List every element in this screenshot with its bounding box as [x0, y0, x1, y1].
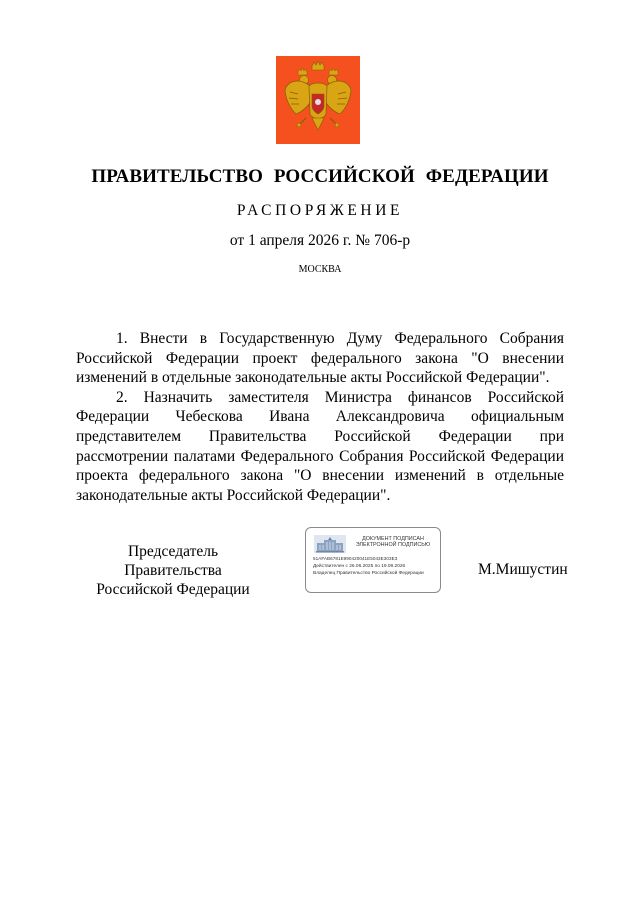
document-type: РАСПОРЯЖЕНИЕ — [236, 202, 404, 219]
coat-of-arms-icon — [276, 56, 360, 144]
document-city: МОСКВА — [298, 264, 342, 275]
document-body — [76, 329, 564, 505]
coat-of-arms-emblem — [276, 56, 360, 144]
stamp-certificate-number: 51AFAB6781E990420041E5043E303E3 — [313, 556, 398, 561]
document-date-number: от 1 апреля 2026 г. № 706-р — [229, 232, 411, 249]
government-title: ПРАВИТЕЛЬСТВО РОССИЙСКОЙ ФЕДЕРАЦИИ — [91, 166, 549, 187]
stamp-heading-line-1: ДОКУМЕНТ ПОДПИСАН — [362, 536, 424, 542]
body-paragraph-2: 2. Назначить заместителя Министра финансов Российской Федерации Чебескова Ивана Александровича официальным представителем Правительства Российской Федерации при рассмотрении палатами Федерального Собрания Российской Федерации проекта федерального закона "О внесении изменений в отдельные законодательные акты Российской Федерации". — [76, 388, 564, 504]
stamp-owner: Владелец Правительство Российской Федерации — [313, 571, 424, 576]
electronic-signature-stamp — [305, 527, 441, 593]
stamp-heading — [348, 536, 438, 549]
signatory-name: М.Мишустин — [478, 561, 568, 578]
body-paragraph-1: 1. Внести в Государственную Думу Федерального Собрания Российской Федерации проект федерального закона "О внесении изменений в отдельные законодательные акты Российской Федерации". — [76, 330, 564, 387]
signatory-post-line-1: Председатель Правительства — [124, 543, 222, 579]
stamp-validity: Действителен с 26.06.2025 по 19.09.2026 — [313, 564, 406, 569]
signatory-post — [78, 542, 268, 599]
building-icon — [314, 535, 346, 553]
signatory-post-line-2: Российской Федерации — [96, 581, 250, 598]
stamp-heading-line-2: ЭЛЕКТРОННОЙ ПОДПИСЬЮ — [355, 542, 431, 549]
